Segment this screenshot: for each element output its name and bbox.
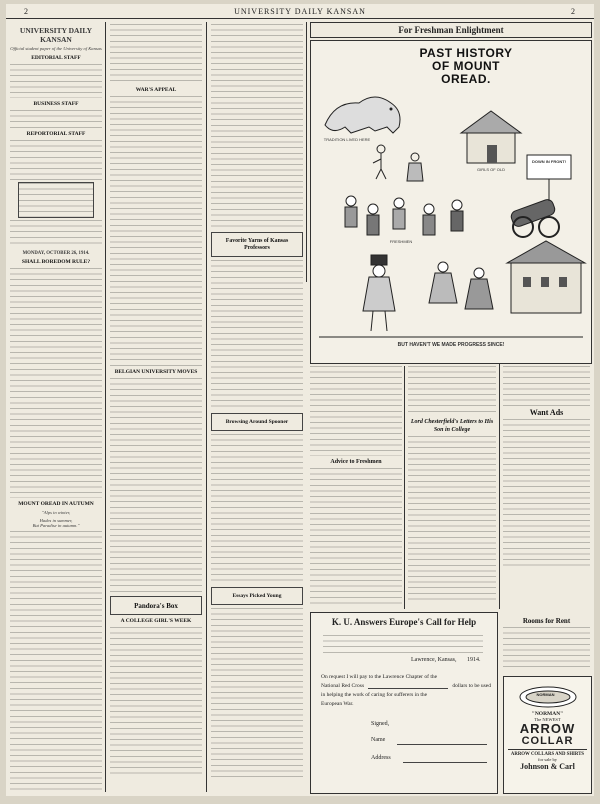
reportorial-staff-heading: REPORTORIAL STAFF: [26, 130, 86, 137]
relief-text: [321, 673, 491, 709]
business-staff-heading: BUSINESS STAFF: [33, 100, 79, 107]
ad-dealer: Johnson & Carl: [520, 762, 575, 771]
figure-icon: [429, 262, 493, 309]
relief-year: 1914.: [467, 657, 481, 663]
cartoon-title-line: PAST HISTORY: [419, 46, 513, 60]
figure-icon: [373, 145, 386, 179]
gentleman-icon: [363, 255, 395, 331]
poem-line: Hades in summer,: [39, 517, 73, 523]
relief-line: dollars to be used: [452, 683, 491, 689]
relief-intro: [323, 635, 483, 653]
staff-list: [10, 110, 102, 128]
ad-tagline: ARROW COLLARS AND SHIRTS: [508, 749, 587, 757]
relief-city: Lawrence, Kansas,: [411, 657, 457, 663]
article-body: [211, 434, 303, 584]
article-body: [211, 260, 303, 410]
article-body: [110, 627, 202, 777]
top-rule: [6, 18, 594, 19]
address-label: Address: [371, 755, 391, 761]
signed-label: Signed,: [371, 721, 390, 727]
article-body: [110, 378, 202, 593]
want-ads-heading: Want Ads: [529, 408, 564, 417]
name-label: Name: [371, 737, 386, 743]
relief-line: European War.: [321, 701, 354, 707]
notice-box: [18, 182, 94, 218]
rooms-heading: Rooms for Rent: [522, 617, 571, 625]
cartoon-panel: [310, 40, 592, 364]
spooner-box: [211, 413, 303, 431]
newspaper-page: [6, 4, 594, 796]
article-heading: BELGIAN UNIVERSITY MOVES: [114, 369, 198, 375]
staff-list: [10, 64, 102, 98]
article-body: [10, 268, 102, 498]
article-heading: Advice to Freshmen: [330, 459, 382, 465]
address-field[interactable]: [403, 762, 487, 763]
classified-list: [503, 627, 590, 672]
article-body: [211, 24, 303, 229]
masthead-subtitle: Official student paper of the University of Kansas: [10, 46, 102, 51]
cartoon-caption: GIRLS OF OLD: [476, 167, 505, 172]
article-body: [503, 366, 590, 406]
amount-field[interactable]: [368, 682, 448, 689]
relief-line: in helping the work of caring for sufferers in the: [321, 692, 428, 698]
poem-line: But Paradise in autumn.": [32, 523, 80, 529]
box-title: Browsing Around Spooner: [225, 419, 289, 425]
page-number-right: 2: [570, 6, 576, 16]
relief-line: National Red Cross: [321, 683, 365, 689]
column-rule: [105, 22, 106, 792]
article-body: [110, 96, 202, 366]
article-body: [110, 24, 202, 84]
column-five: [408, 366, 496, 611]
ad-newest: The NEWEST: [534, 717, 561, 722]
collar-tag: NORMAN: [536, 692, 555, 697]
notice-text: [10, 220, 102, 248]
column-editorial: [10, 24, 102, 792]
name-field[interactable]: [397, 744, 487, 745]
hut-icon: [461, 111, 521, 163]
cartoon-caption: FRESHMEN: [389, 239, 413, 244]
article-body: [408, 366, 496, 416]
article-body: [211, 608, 303, 778]
relief-form: [310, 612, 498, 794]
article-heading: SHALL BOREDOM RULE?: [21, 259, 91, 266]
ad-collar: COLLAR: [521, 735, 574, 747]
cartoon-drawing: [311, 41, 591, 363]
arrow-collar-ad: [503, 676, 592, 794]
column-rule: [499, 364, 500, 609]
relief-title: K. U. Answers Europe's Call for Help: [331, 617, 477, 627]
article-heading: A COLLEGE GIRL'S WEEK: [120, 618, 192, 624]
article-heading: MOUNT OREAD IN AUTUMN: [18, 501, 94, 508]
column-classifieds: [503, 366, 590, 611]
editorial-staff-heading: EDITORIAL STAFF: [31, 54, 81, 61]
column-rooms: [503, 614, 590, 674]
article-body: [10, 531, 102, 792]
column-two: [110, 24, 202, 792]
cartoon-caption-bottom: BUT HAVEN'T WE MADE PROGRESS SINCE!: [397, 342, 505, 348]
sign-text: DOWN IN FRONT!: [532, 159, 566, 164]
relief-line: On request I will pay to the Lawrence Chapter of the: [321, 674, 438, 680]
box-title: Pandora's Box: [134, 602, 178, 610]
ad-for-sale: for sale by: [538, 757, 557, 762]
yarns-box: [211, 232, 303, 257]
column-rule: [306, 22, 307, 282]
column-four: [310, 366, 402, 611]
cartoon-title-line: OF MOUNT: [432, 59, 500, 73]
article-heading: Lord Chesterfield's Letters to His Son in College: [410, 419, 494, 433]
staff-list: [10, 140, 102, 180]
ad-arrow: ARROW: [519, 721, 576, 736]
running-head-title: UNIVERSITY DAILY KANSAN: [234, 6, 366, 16]
poem-line: "Alps in winter,: [41, 510, 71, 516]
column-three: [211, 24, 303, 792]
article-heading: WAR'S APPEAL: [135, 87, 177, 93]
collar-illustration: [513, 681, 583, 711]
running-head: [6, 4, 594, 18]
masthead-title: UNIVERSITY DAILY KANSAN: [19, 26, 93, 44]
classified-list: [503, 419, 590, 569]
building-icon: [507, 241, 585, 313]
column-rule: [206, 22, 207, 792]
cannon-icon: [510, 198, 559, 237]
article-body: [310, 468, 402, 608]
pandoras-box: [110, 596, 202, 615]
cartoon-title-line: OREAD.: [441, 72, 491, 86]
ad-quote: "NORMAN": [531, 711, 564, 717]
cartoon-caption: TRADITION LIVED HERE: [323, 137, 371, 142]
crowd-icon: [345, 196, 463, 235]
essays-box: [211, 587, 303, 605]
article-body: [310, 366, 402, 456]
date-line: MONDAY, OCTOBER 26, 1914.: [22, 250, 90, 256]
box-title: Essays Picked Young: [232, 593, 282, 599]
dinosaur-icon: [325, 97, 400, 133]
column-rule: [404, 366, 405, 609]
article-body: [408, 436, 496, 601]
section-header: For Freshman Enlightment: [310, 22, 592, 38]
figure-icon: [407, 153, 423, 181]
box-title: Favorite Yarns of Kansas Professors: [225, 238, 289, 251]
page-number-left: 2: [24, 6, 29, 16]
